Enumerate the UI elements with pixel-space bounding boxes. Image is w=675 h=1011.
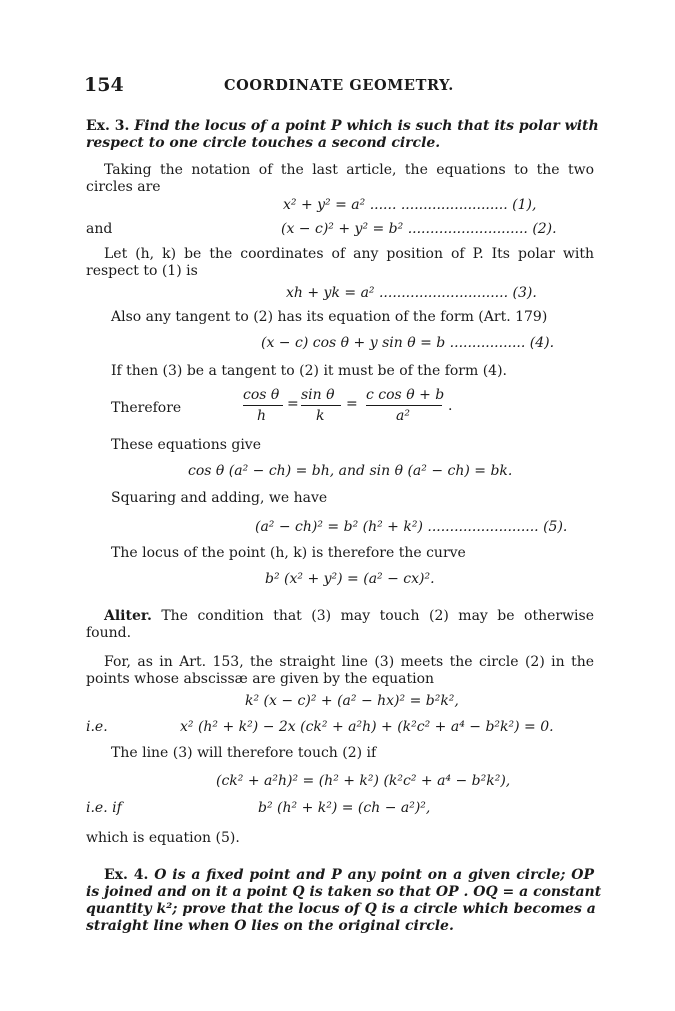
para-3: Also any tangent to (2) has its equation of the form (Art. 179): [111, 309, 548, 325]
therefore-word: Therefore: [111, 400, 182, 416]
ex4-line-3: quantity k²; prove that the locus of Q is a circle which becomes a: [86, 901, 596, 917]
equals-sign-2: =: [346, 396, 358, 412]
and-word: and: [86, 221, 113, 237]
para-1-line-2: circles are: [86, 179, 161, 195]
fraction-1-bar: [243, 405, 283, 406]
para-11: which is equation (5).: [86, 830, 240, 846]
para-5: These equations give: [111, 437, 261, 453]
fraction-2-numerator: sin θ: [301, 387, 335, 403]
equation-7: b² (x² + y²) = (a² − cx)².: [265, 571, 435, 587]
ex4-line-1: [104, 866, 594, 884]
fraction-2-denominator: k: [316, 408, 325, 424]
para-2-line-2: respect to (1) is: [86, 263, 198, 279]
para-9-line-1: For, as in Art. 153, the straight line (3) meets the circle (2) in the: [104, 654, 594, 670]
para-6: Squaring and adding, we have: [111, 490, 328, 506]
para-10: The line (3) will therefore touch (2) if: [111, 745, 377, 761]
equation-10: (ck² + a²h)² = (h² + k²) (k²c² + a⁴ − b²k²),: [216, 773, 511, 789]
para-9-line-2: points whose abscissæ are given by the equation: [86, 671, 435, 687]
ex3-q1: Find the locus of a point P which is such that its polar with: [134, 118, 599, 134]
running-header: [84, 74, 596, 98]
page-number: 154: [84, 74, 124, 96]
ex4-line-2: is joined and on it a point Q is taken so that OP . OQ = a constant: [86, 884, 602, 900]
ex3-label: Ex. 3.: [86, 118, 130, 134]
equation-2: (x − c)² + y² = b² ........................... (2).: [281, 221, 557, 237]
ie-1: i.e.: [86, 719, 108, 735]
equation-8: k² (x − c)² + (a² − hx)² = b²k²,: [245, 693, 459, 709]
para-2-line-1: Let (h, k) be the coordinates of any position of P. Its polar with: [104, 246, 594, 262]
fraction-1-denominator: h: [257, 408, 267, 424]
ex3-question-line-1: [86, 117, 599, 135]
aliter-text: The condition that (3) may touch (2) may be otherwise: [161, 608, 594, 624]
para-4: If then (3) be a tangent to (2) it must be of the form (4).: [111, 363, 507, 379]
aliter-line-2: found.: [86, 625, 132, 641]
ex4-q1: O is a fixed point and P any point on a given circle; OP: [154, 867, 594, 883]
ex3-question-line-2: respect to one circle touches a second circle.: [86, 135, 441, 151]
equation-1: x² + y² = a² ...... ........................ (1),: [283, 197, 537, 213]
equation-4: (x − c) cos θ + y sin θ = b ................. (4).: [261, 335, 555, 351]
equation-9: x² (h² + k²) − 2x (ck² + a²h) + (k²c² + a⁴ − b²k²) = 0.: [180, 719, 554, 735]
equals-sign-1: =: [287, 396, 299, 412]
equation-5: cos θ (a² − ch) = bh, and sin θ (a² − ch) = bk.: [188, 463, 513, 479]
fraction-3-numerator: c cos θ + b: [366, 387, 445, 403]
aliter-label: Aliter.: [104, 608, 152, 624]
ie-if: i.e. if: [86, 800, 122, 816]
aliter-line-1: [104, 607, 594, 625]
ex4-label: Ex. 4.: [104, 867, 149, 883]
fraction-period: .: [448, 398, 453, 414]
fraction-3-denominator: a²: [396, 408, 410, 424]
equation-6: (a² − ch)² = b² (h² + k²) ......................... (5).: [255, 519, 568, 535]
fraction-1-numerator: cos θ: [243, 387, 280, 403]
ex4-line-4: straight line when O lies on the original circle.: [86, 918, 454, 934]
running-title: COORDINATE GEOMETRY.: [224, 77, 454, 94]
fraction-3-bar: [366, 405, 442, 406]
equation-11: b² (h² + k²) = (ch − a²)²,: [258, 800, 431, 816]
fraction-2-bar: [301, 405, 341, 406]
para-7: The locus of the point (h, k) is therefore the curve: [111, 545, 466, 561]
equation-3: xh + yk = a² ............................. (3).: [286, 285, 537, 301]
para-1-line-1: Taking the notation of the last article, the equations to the two: [104, 162, 594, 178]
